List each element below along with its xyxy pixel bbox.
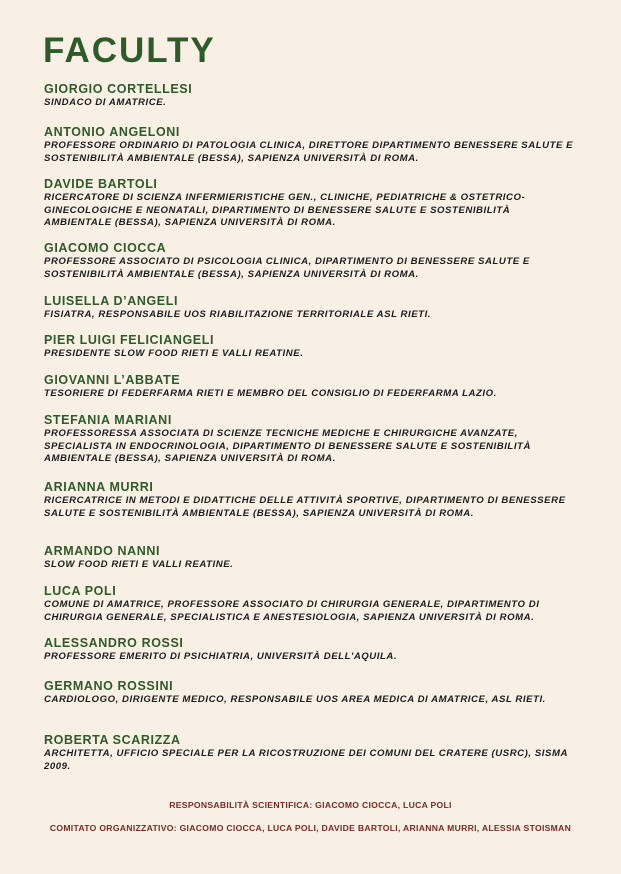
faculty-name: STEFANIA MARIANI bbox=[44, 413, 172, 427]
faculty-name: ALESSANDRO ROSSI bbox=[44, 636, 184, 650]
faculty-entry bbox=[44, 241, 580, 281]
faculty-entry bbox=[44, 294, 580, 322]
faculty-name: GIOVANNI L’ABBATE bbox=[44, 373, 181, 387]
faculty-name: GIACOMO CIOCCA bbox=[44, 241, 167, 255]
faculty-entry bbox=[44, 584, 580, 624]
faculty-entry bbox=[44, 333, 580, 361]
faculty-name: LUISELLA D’ANGELI bbox=[44, 294, 179, 308]
faculty-role: RICERCATRICE IN METODI E DIDATTICHE DELLE ATTIVITÀ SPORTIVE, DIPARTIMENTO DI BENESSERE SALUTE E SOSTENIBILITÀ AMBIENTALE (BESSA), SAPIENZA UNIVERSITÀ DI ROMA. bbox=[44, 495, 566, 519]
faculty-name: LUCA POLI bbox=[44, 584, 117, 598]
faculty-role: PROFESSORE ASSOCIATO DI PSICOLOGIA CLINICA, DIPARTIMENTO DI BENESSERE SALUTE E SOSTENIBILITÀ AMBIENTALE (BESSA), SAPIENZA UNIVERSITÀ DI ROMA. bbox=[44, 256, 530, 280]
faculty-entry bbox=[44, 733, 580, 773]
faculty-role: PRESIDENTE SLOW FOOD RIETI E VALLI REATINE. bbox=[44, 348, 304, 359]
faculty-entry bbox=[44, 636, 580, 664]
faculty-role: COMUNE DI AMATRICE, PROFESSORE ASSOCIATO DI CHIRURGIA GENERALE, DIPARTIMENTO DI CHIRURGIA GENERALE, SPECIALISTICA E ANESTESIOLOGIA, SAPIENZA UNIVERSITÀ DI ROMA. bbox=[44, 599, 540, 623]
faculty-role: PROFESSORE EMERITO DI PSICHIATRIA, UNIVERSITÀ DELL'AQUILA. bbox=[44, 651, 398, 662]
faculty-role: FISIATRA, RESPONSABILE UOS RIABILITAZIONE TERRITORIALE ASL RIETI. bbox=[44, 309, 432, 320]
faculty-entry bbox=[44, 373, 580, 401]
faculty-name: PIER LUIGI FELICIANGELI bbox=[44, 333, 215, 347]
faculty-name: GIORGIO CORTELLESI bbox=[44, 82, 193, 96]
faculty-role: RICERCATORE DI SCIENZA INFERMIERISTICHE GEN., CLINICHE, PEDIATRICHE & OSTETRICO-GINECOLOGICHE E NEONATALI, DIPARTIMENTO DI BENESSERE SALUTE E SOSTENIBILITÀ AMBIENTALE (BESSA), SAPIENZA UNIVERSITÀ DI ROMA. bbox=[44, 192, 526, 228]
faculty-name: ROBERTA SCARIZZA bbox=[44, 733, 181, 747]
organizing-committee: COMITATO ORGANIZZATIVO: GIACOMO CIOCCA, LUCA POLI, DAVIDE BARTOLI, ARIANNA MURRI, ALESSIA STOISMAN bbox=[49, 823, 572, 833]
faculty-name: ARMANDO NANNI bbox=[44, 544, 161, 558]
faculty-role: SLOW FOOD RIETI E VALLI REATINE. bbox=[44, 559, 234, 570]
faculty-name: DAVIDE BARTOLI bbox=[44, 177, 158, 191]
faculty-role: CARDIOLOGO, DIRIGENTE MEDICO, RESPONSABILE UOS AREA MEDICA DI AMATRICE, ASL RIETI. bbox=[44, 694, 546, 705]
faculty-role: ARCHITETTA, UFFICIO SPECIALE PER LA RICOSTRUZIONE DEI COMUNI DEL CRATERE (USRC), SISMA 2009. bbox=[44, 748, 568, 772]
faculty-role: SINDACO DI AMATRICE. bbox=[44, 97, 167, 108]
faculty-name: GERMANO ROSSINI bbox=[44, 679, 174, 693]
faculty-name: ARIANNA MURRI bbox=[44, 480, 154, 494]
faculty-entry bbox=[44, 82, 580, 110]
faculty-entry bbox=[44, 177, 580, 230]
faculty-role: PROFESSORE ORDINARIO DI PATOLOGIA CLINICA, DIRETTORE DIPARTIMENTO BENESSERE SALUTE E SOSTENIBILITÀ AMBIENTALE (BESSA), SAPIENZA UNIVERSITÀ DI ROMA. bbox=[44, 140, 574, 164]
faculty-entry bbox=[44, 480, 580, 520]
faculty-role: TESORIERE DI FEDERFARMA RIETI E MEMBRO DEL CONSIGLIO DI FEDERFARMA LAZIO. bbox=[44, 388, 497, 399]
scientific-responsibility: RESPONSABILITÀ SCIENTIFICA: GIACOMO CIOCCA, LUCA POLI bbox=[169, 800, 452, 810]
faculty-entry bbox=[44, 544, 580, 572]
page-title: FACULTY bbox=[43, 31, 216, 70]
faculty-entry bbox=[44, 679, 580, 707]
faculty-entry bbox=[44, 413, 580, 466]
faculty-entry bbox=[44, 125, 580, 165]
faculty-role: PROFESSORESSA ASSOCIATA DI SCIENZE TECNICHE MEDICHE E CHIRURGICHE AVANZATE, SPECIALISTA IN ENDOCRINOLOGIA, DIPARTIMENTO DI BENESSERE SALUTE E SOSTENIBILITÀ AMBIENTALE (BESSA), SAPIENZA UNIVERSITÀ DI ROMA. bbox=[44, 428, 531, 464]
faculty-name: ANTONIO ANGELONI bbox=[44, 125, 180, 139]
